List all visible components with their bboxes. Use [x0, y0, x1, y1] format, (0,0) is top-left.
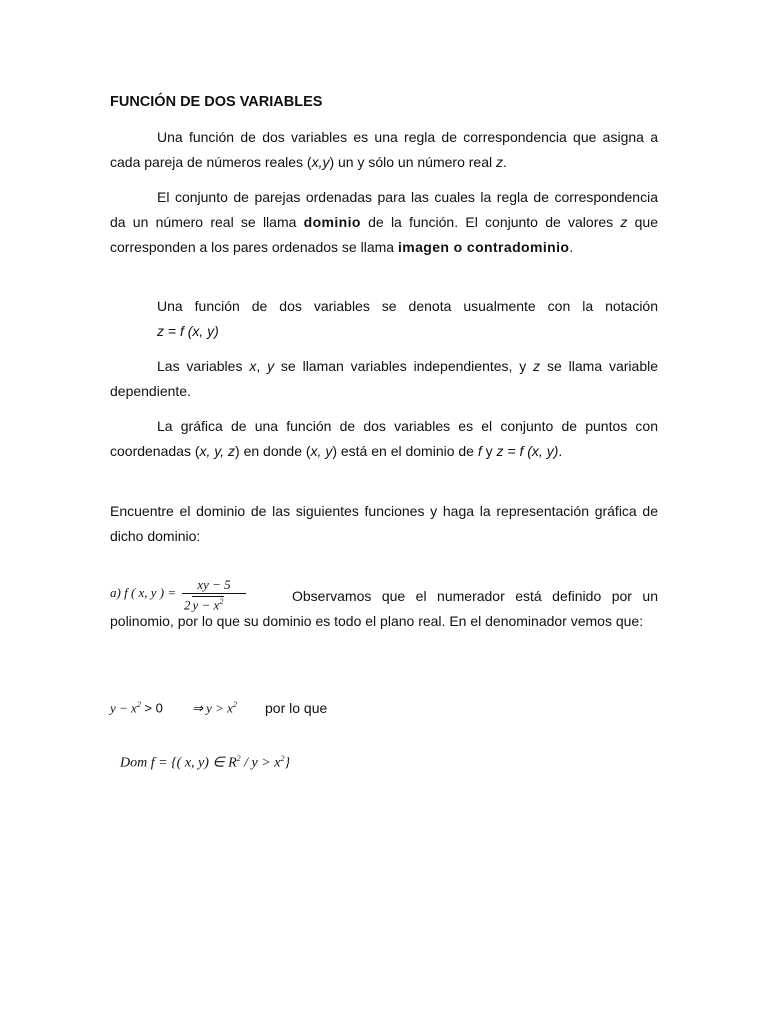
formula-a-denominator: 2 $y - x^2$ [184, 597, 224, 613]
notation-formula: z = f (x, y) [157, 323, 219, 339]
formula-a-lhs: a) f ( x, y ) = [110, 585, 177, 600]
paragraph-graph: La gráfica de una función de dos variables es el conjunto de puntos con coordenadas (x, y, z) en donde (x, y) está en el dominio de f y z = f (x, y). [110, 418, 658, 459]
inequality-row [110, 697, 430, 721]
document-page [110, 0, 658, 1024]
observation-text: Observamos que el numerador está definido por un polinomio, por lo que su dominio es todo el plano real. En el denominador vemos que: [110, 588, 658, 629]
term-imagen: imagen o contradominio [397, 239, 570, 255]
paragraph-exercise: Encuentre el dominio de las siguientes funciones y haga la representación gráfica de dicho dominio: [110, 503, 658, 544]
paragraph-definition: Una función de dos variables es una regla de correspondencia que asigna a cada pareja de números reales (x,y) un y sólo un número real z. [110, 129, 658, 170]
inequality-text: por lo que [265, 700, 328, 716]
domain-set: Dom f = {( x, y) ∈ $R^2 / y > x^2$} [120, 754, 291, 771]
square-root: $y - x^2$ [192, 597, 224, 613]
inequality-lhs: $y - x^2 > 0$ [110, 700, 163, 716]
formula-a-numerator: xy − 5 [197, 577, 231, 592]
inequality-implication: ⇒ $y > x^2$ [192, 700, 237, 716]
term-dominio: dominio [303, 214, 361, 230]
paragraph-variables: Las variables x, y se llaman variables independientes, y z se llama variable dependiente. [110, 358, 658, 399]
paragraph-domain-image: El conjunto de parejas ordenadas para las cuales la regla de correspondencia da un número real se llama dominio de la función. El conjunto de valores z que corresponden a los pares ordenados se llama imagen o contradominio. [110, 189, 659, 255]
paragraph-notation: Una función de dos variables se denota usualmente con la notación [157, 298, 658, 314]
section-title: FUNCIÓN DE DOS VARIABLES [110, 94, 323, 110]
